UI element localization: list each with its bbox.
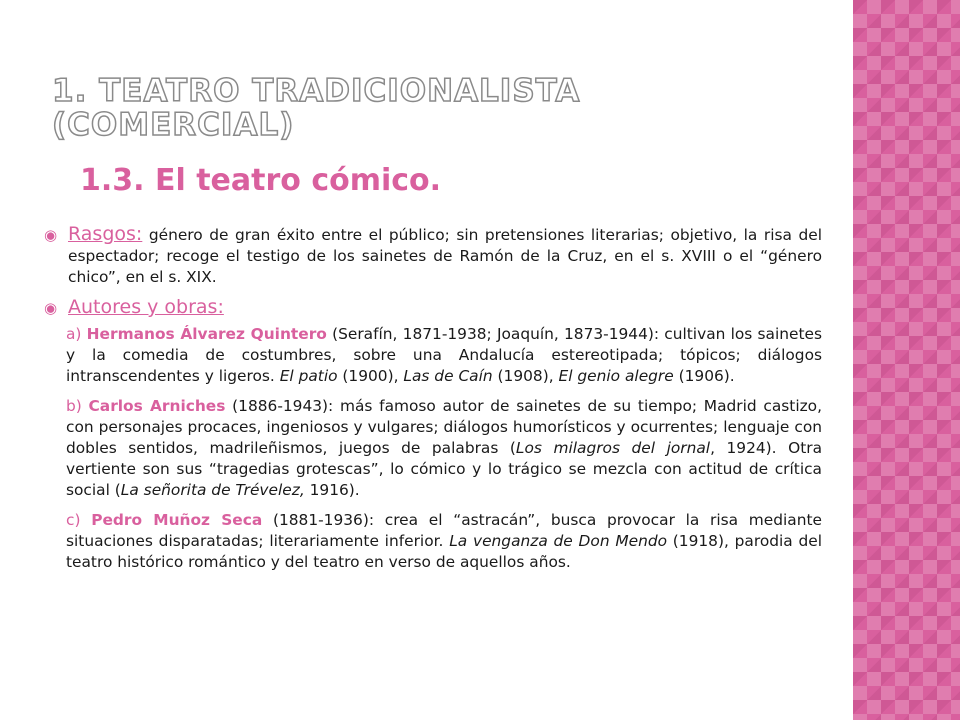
bullet-autores	[44, 297, 822, 319]
work-title: El genio alegre	[558, 367, 674, 385]
work-title: La venganza de Don Mendo	[449, 532, 668, 550]
entry-text: (1906).	[673, 367, 735, 385]
entry-text: , 1924). Otra vertiente son sus “tragedias grotescas”, lo cómico y lo trágico se mezcla con actitud de crítica social (	[66, 439, 823, 499]
author-entry-munoz-seca	[66, 510, 822, 573]
author-name: Hermanos Álvarez Quintero	[86, 325, 327, 343]
decorative-side-band	[853, 0, 960, 720]
bullet-rasgos	[44, 224, 822, 288]
bullet-autores-text	[68, 297, 822, 319]
entry-text: (1908),	[492, 367, 559, 385]
slide-body	[44, 224, 822, 573]
entry-letter: c)	[66, 511, 81, 529]
entry-letter: a)	[66, 325, 82, 343]
work-title: La señorita de Trévelez,	[120, 481, 305, 499]
slide-subtitle: 1.3. El teatro cómico.	[80, 163, 442, 198]
author-name: Pedro Muñoz Seca	[91, 511, 263, 529]
entry-text: (1881-1936): crea el “astracán”, busca provocar la risa mediante situaciones disparatadas; literariamente inferior.	[66, 511, 822, 550]
slide-title	[52, 74, 812, 142]
radio-bullet-icon: ◉	[44, 299, 58, 317]
title-line-1: 1. TEATRO TRADICIONALISTA	[52, 73, 581, 109]
entry-text: 1916).	[304, 481, 360, 499]
work-title: Los milagros del jornal	[515, 439, 711, 457]
rasgos-label: Rasgos:	[68, 223, 143, 245]
author-entry-arniches	[66, 396, 822, 501]
entry-text: (1886-1943): más famoso autor de sainetes de su tiempo; Madrid castizo, con personajes procaces, ingeniosos y vulgares; diálogos humorísticos y ocurrentes; lenguaje con dobles sentidos, madrileñismos, juegos de palabras (	[66, 397, 822, 457]
radio-bullet-icon: ◉	[44, 226, 58, 244]
work-title: El patio	[279, 367, 338, 385]
work-title: Las de Caín	[403, 367, 493, 385]
autores-label: Autores y obras:	[68, 296, 224, 318]
entry-text: (Serafín, 1871-1938; Joaquín, 1873-1944): cultivan los sainetes y la comedia de costumbres, sobre una Andalucía estereotipada; tópicos; diálogos intranscendentes y ligeros.	[66, 325, 822, 385]
entry-text: (1900),	[337, 367, 404, 385]
author-name: Carlos Arniches	[88, 397, 226, 415]
title-line-2: (COMERCIAL)	[52, 107, 295, 143]
bullet-rasgos-text	[68, 224, 822, 288]
author-entry-quintero	[66, 324, 822, 387]
rasgos-description: género de gran éxito entre el público; sin pretensiones literarias; objetivo, la risa del espectador; recoge el testigo de los sainetes de Ramón de la Cruz, en el s. XVIII o el “género chico”, en el s. XIX.	[68, 226, 822, 286]
entry-letter: b)	[66, 397, 82, 415]
entry-text: (1918), parodia del teatro histórico romántico y del teatro en verso de aquellos años.	[66, 532, 823, 571]
